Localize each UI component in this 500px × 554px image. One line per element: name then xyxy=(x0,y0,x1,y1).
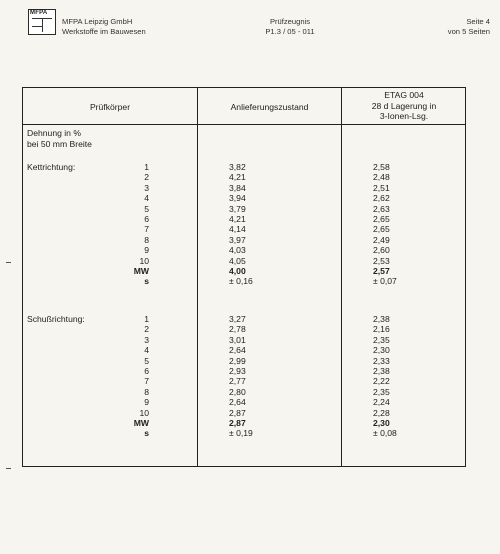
value-delivery: ± 0,19 xyxy=(229,428,253,439)
value-etag: 2,24 xyxy=(373,397,390,408)
value-delivery: 3,94 xyxy=(229,193,246,204)
table-row xyxy=(23,172,465,182)
col-header-specimen: Prüfkörper xyxy=(89,102,131,112)
value-etag: 2,62 xyxy=(373,193,390,204)
table-row xyxy=(23,314,465,324)
col-header-delivery: Anlieferungszustand xyxy=(230,102,309,112)
row-number: 10 xyxy=(139,255,149,266)
measure-line2: bei 50 mm Breite xyxy=(27,138,92,149)
value-delivery: 4,21 xyxy=(229,214,246,224)
value-delivery: 2,87 xyxy=(229,407,246,418)
value-etag: 2,22 xyxy=(373,376,390,387)
value-etag: 2,33 xyxy=(373,355,390,366)
value-delivery: 4,05 xyxy=(229,255,246,266)
value-etag: 2,30 xyxy=(373,418,390,428)
value-etag: 2,30 xyxy=(373,345,390,356)
value-delivery: 2,87 xyxy=(229,418,246,428)
value-etag: 2,53 xyxy=(373,255,390,266)
section-label-warp: Kettrichtung: xyxy=(27,162,76,172)
table-row-stddev xyxy=(23,276,465,286)
value-delivery: 2,80 xyxy=(229,386,246,397)
table-row xyxy=(23,408,465,418)
table-row xyxy=(23,256,465,266)
value-delivery: 3,97 xyxy=(229,234,246,245)
table-row xyxy=(23,376,465,386)
table-row xyxy=(23,387,465,397)
row-number: 2 xyxy=(144,324,149,335)
value-delivery: 3,01 xyxy=(229,334,246,345)
row-number: 6 xyxy=(144,366,149,376)
value-delivery: 2,64 xyxy=(229,397,246,408)
table-row xyxy=(23,224,465,234)
value-etag: 2,63 xyxy=(373,203,390,214)
value-delivery: ± 0,16 xyxy=(229,276,253,287)
value-etag: 2,58 xyxy=(373,162,390,172)
page-info xyxy=(420,17,490,37)
row-number: 3 xyxy=(144,182,149,193)
row-number: 3 xyxy=(144,334,149,345)
value-etag: 2,65 xyxy=(373,214,390,224)
value-delivery: 2,99 xyxy=(229,355,246,366)
measure-line1: Dehnung in % xyxy=(27,128,81,138)
row-number: 8 xyxy=(144,234,149,245)
value-delivery: 3,27 xyxy=(229,314,246,324)
value-etag: 2,57 xyxy=(373,266,390,276)
margin-mark xyxy=(6,468,11,469)
value-delivery: 4,14 xyxy=(229,224,246,235)
value-etag: ± 0,07 xyxy=(373,276,397,287)
col-header-etag xyxy=(342,90,466,122)
report-title: Prüfzeugnis xyxy=(269,17,311,26)
table-row-stddev xyxy=(23,428,465,438)
page-number: Seite 4 xyxy=(466,17,490,26)
page-total: von 5 Seiten xyxy=(447,27,490,36)
value-etag: 2,35 xyxy=(373,334,390,345)
report-number: P1.3 / 05 - 011 xyxy=(265,27,315,36)
row-number: 9 xyxy=(144,245,149,256)
value-etag: 2,35 xyxy=(373,386,390,397)
table-row xyxy=(23,204,465,214)
table-row xyxy=(23,366,465,376)
value-etag: 2,49 xyxy=(373,234,390,245)
value-etag: ± 0,08 xyxy=(373,428,397,439)
table-row xyxy=(23,245,465,255)
value-delivery: 4,21 xyxy=(229,172,246,183)
table-row xyxy=(23,324,465,334)
row-number: 4 xyxy=(144,345,149,356)
value-delivery: 3,84 xyxy=(229,182,246,193)
row-number: MW xyxy=(133,266,149,276)
header-divider xyxy=(23,124,465,125)
row-number: 6 xyxy=(144,214,149,224)
value-etag: 2,16 xyxy=(373,324,390,335)
table-row xyxy=(23,162,465,172)
row-number: s xyxy=(144,276,149,287)
value-delivery: 2,64 xyxy=(229,345,246,356)
mfpa-logo xyxy=(28,9,56,35)
table-row xyxy=(23,397,465,407)
value-etag: 2,38 xyxy=(373,366,390,376)
row-number: 8 xyxy=(144,386,149,397)
table-row xyxy=(23,193,465,203)
value-delivery: 4,03 xyxy=(229,245,246,256)
company-name: MFPA Leipzig GmbH xyxy=(62,17,133,26)
value-etag: 2,65 xyxy=(373,224,390,235)
value-etag: 2,28 xyxy=(373,407,390,418)
row-number: 5 xyxy=(144,355,149,366)
margin-mark xyxy=(6,262,11,263)
col-header-etag-line2: 28 d Lagerung in xyxy=(371,100,437,111)
report-info xyxy=(230,17,350,37)
table-row xyxy=(23,235,465,245)
row-number: 1 xyxy=(144,314,149,324)
value-etag: 2,51 xyxy=(373,182,390,193)
row-number: 1 xyxy=(144,162,149,172)
measure-label xyxy=(27,128,92,149)
value-etag: 2,60 xyxy=(373,245,390,256)
table-row xyxy=(23,335,465,345)
table-row xyxy=(23,345,465,355)
table-row xyxy=(23,356,465,366)
table-row-mean xyxy=(23,418,465,428)
col-header-etag-line3: 3-Ionen-Lsg. xyxy=(379,111,429,121)
value-delivery: 2,77 xyxy=(229,376,246,387)
company-department: Werkstoffe im Bauwesen xyxy=(62,27,146,36)
value-delivery: 3,82 xyxy=(229,162,246,172)
company-block xyxy=(62,17,146,37)
row-number: 10 xyxy=(139,407,149,418)
table-row xyxy=(23,214,465,224)
value-delivery: 2,78 xyxy=(229,324,246,335)
row-number: MW xyxy=(133,418,149,428)
row-number: 5 xyxy=(144,203,149,214)
value-etag: 2,48 xyxy=(373,172,390,183)
value-delivery: 3,79 xyxy=(229,203,246,214)
row-number: 2 xyxy=(144,172,149,183)
row-number: 9 xyxy=(144,397,149,408)
row-number: s xyxy=(144,428,149,439)
table-row xyxy=(23,183,465,193)
value-delivery: 2,93 xyxy=(229,366,246,376)
row-number: 4 xyxy=(144,193,149,204)
section-label-weft: Schußrichtung: xyxy=(27,314,85,324)
logo-text: MFPA xyxy=(30,10,48,16)
value-etag: 2,38 xyxy=(373,314,390,324)
row-number: 7 xyxy=(144,376,149,387)
results-table xyxy=(22,87,466,467)
value-delivery: 4,00 xyxy=(229,266,246,276)
col-header-etag-line1: ETAG 004 xyxy=(384,90,424,100)
table-row-mean xyxy=(23,266,465,276)
row-number: 7 xyxy=(144,224,149,235)
